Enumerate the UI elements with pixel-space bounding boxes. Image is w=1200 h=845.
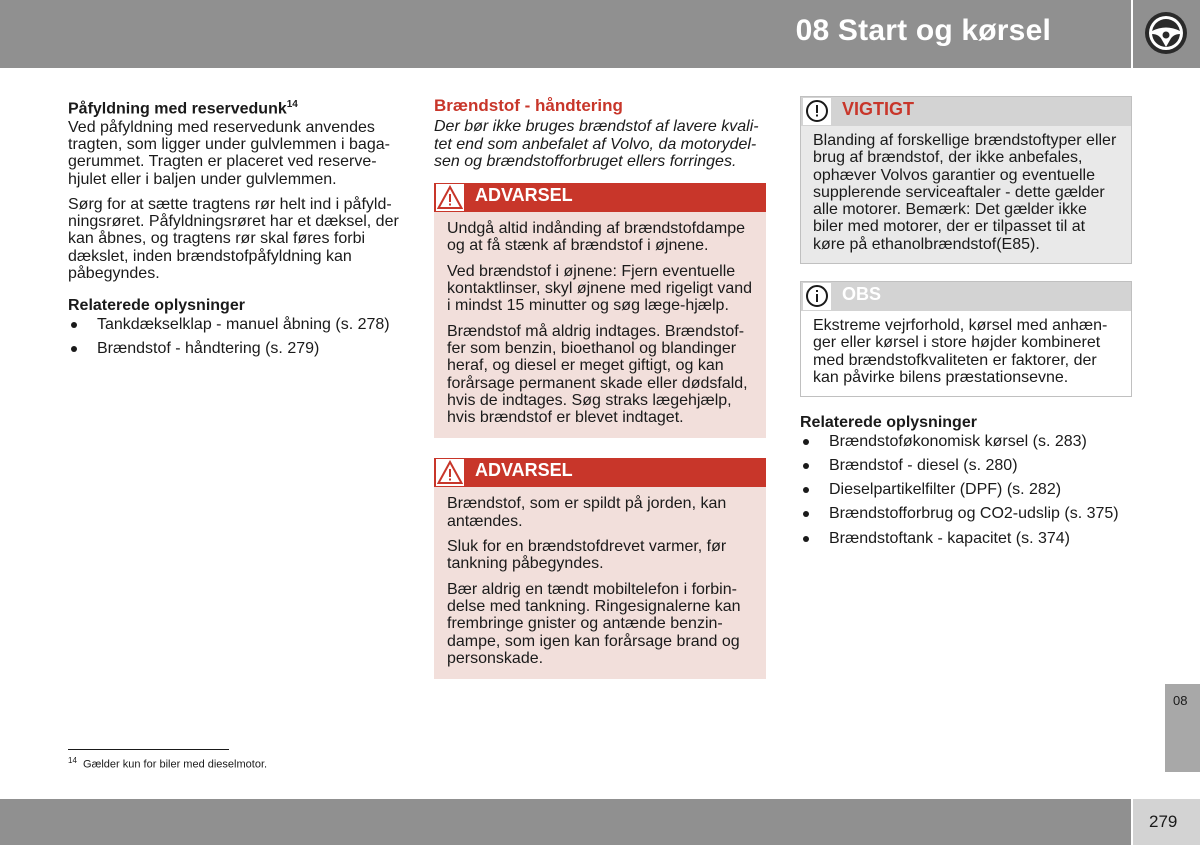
page-footer (0, 799, 1131, 845)
important-text: Blanding af forskellige brændstoftyper eller brug af brændstof, der ikke anbefales, ophæver Volvos garantier og eventuelle supplerende serviceaftaler - dette gælder alle motorer. Bemærk: Det gælder ikke biler med motorer, der er tilpasset til at køre på ethanolbrændstof(E85). (813, 132, 1117, 253)
related-heading: Relaterede oplysninger (800, 414, 977, 432)
chapter-side-tab[interactable] (1165, 684, 1200, 772)
column-middle (434, 96, 766, 699)
important-box (800, 96, 1132, 264)
chapter-tab-label: 08 (1173, 693, 1188, 708)
note-header (801, 282, 1131, 311)
related-link[interactable]: Brændstoftank - kapacitet (s. 374) (800, 530, 1132, 547)
page-number-box (1133, 799, 1200, 845)
steering-wheel-icon (1143, 10, 1189, 56)
page-number: 279 (1149, 812, 1178, 831)
intro-text: Der bør ikke bruges brændstof af lavere kvali-tet end som anbefalet af Volvo, da motorydel-sen og brændstofforbruget ellers forringes. (434, 118, 759, 170)
chapter-title: 08 Start og kørsel (795, 14, 1051, 47)
warning-text: Undgå altid indånding af brændstofdampe og at få stænk af brændstof i øjnene. (447, 220, 745, 255)
warning-text: Bær aldrig en tændt mobiltelefon i forbin-delse med tankning. Ringesignalerne kan frembringe gnister og antænde benzin-dampe, som igen kan forårsage brand og personskade. (447, 580, 741, 667)
paragraph: Sørg for at sætte tragtens rør helt ind i påfyld-ningsrøret. Påfyldningsrøret har et dæksel, der kan åbnes, og tragtens rør skal føres forbi dækslet, inden brændstofpåfyldning kan påbegyndes. (68, 195, 399, 282)
related-link[interactable]: Brændstoføkonomisk kørsel (s. 283) (800, 433, 1132, 450)
footnote-text: Gælder kun for biler med dieselmotor. (83, 758, 268, 771)
warning-triangle-icon (437, 185, 463, 210)
important-label: VIGTIGT (842, 99, 914, 119)
footnote-number: 14 (68, 756, 77, 765)
column-right (800, 96, 1132, 554)
related-heading: Relaterede oplysninger (68, 297, 245, 315)
footnote-ref: 14 (286, 99, 298, 110)
note-text: Ekstreme vejrforhold, kørsel med anhæn-ger eller kørsel i store højder kombineret med brændstofkvaliteten er faktorer, der kan påvirke bilens præstationsevne. (813, 317, 1108, 386)
related-link[interactable]: Tankdækselklap - manuel åbning (s. 278) (68, 316, 403, 333)
footnote (68, 756, 267, 771)
related-link[interactable]: Brændstof - diesel (s. 280) (800, 457, 1132, 474)
exclamation-icon (805, 99, 829, 123)
warning-text: Sluk for en brændstofdrevet varmer, før tankning påbegyndes. (447, 538, 727, 573)
footnote-divider (68, 749, 229, 750)
paragraph: Ved påfyldning med reservedunk anvendes tragten, som ligger under gulvlemmen i baga-gerummet. Tragten er placeret ved reserve-hjulet eller i baljen under gulvlemmen. (68, 118, 390, 188)
important-header (801, 97, 1131, 126)
page-header (0, 0, 1131, 68)
related-list (800, 433, 1132, 547)
warning-triangle-icon (437, 460, 463, 485)
warning-box (434, 183, 766, 438)
warning-label: ADVARSEL (475, 460, 573, 481)
related-list (68, 316, 403, 358)
warning-text: Brændstof, som er spildt på jorden, kan antændes. (447, 495, 727, 530)
info-icon (805, 284, 829, 308)
warning-text: Ved brændstof i øjnene: Fjern eventuelle kontaktlinser, skyl øjnene med rigeligt vand i mindst 15 minutter og søg læge-hjælp. (447, 262, 753, 315)
warning-header (434, 458, 766, 487)
section-heading: Påfyldning med reservedunk$^{14}$ (68, 99, 298, 118)
warning-text: Brændstof må aldrig indtages. Brændstof-fer som benzin, bioethanol og blandinger heraf, og diesel er meget giftigt, og kan forårsage permanent skade eller dødsfald, hvis de indtages. Søg straks lægehjælp, hvis brændstof er blevet indtaget. (447, 322, 748, 427)
note-box (800, 281, 1132, 397)
chapter-icon-box (1133, 0, 1200, 68)
warning-box (434, 458, 766, 679)
related-link[interactable]: Dieselpartikelfilter (DPF) (s. 282) (800, 481, 1132, 498)
section-heading: Brændstof - håndtering (434, 96, 623, 115)
column-left (68, 96, 403, 364)
warning-header (434, 183, 766, 212)
related-link[interactable]: Brændstofforbrug og CO2-udslip (s. 375) (800, 505, 1132, 522)
related-link[interactable]: Brændstof - håndtering (s. 279) (68, 340, 403, 357)
note-label: OBS (842, 284, 882, 305)
warning-label: ADVARSEL (475, 185, 573, 206)
